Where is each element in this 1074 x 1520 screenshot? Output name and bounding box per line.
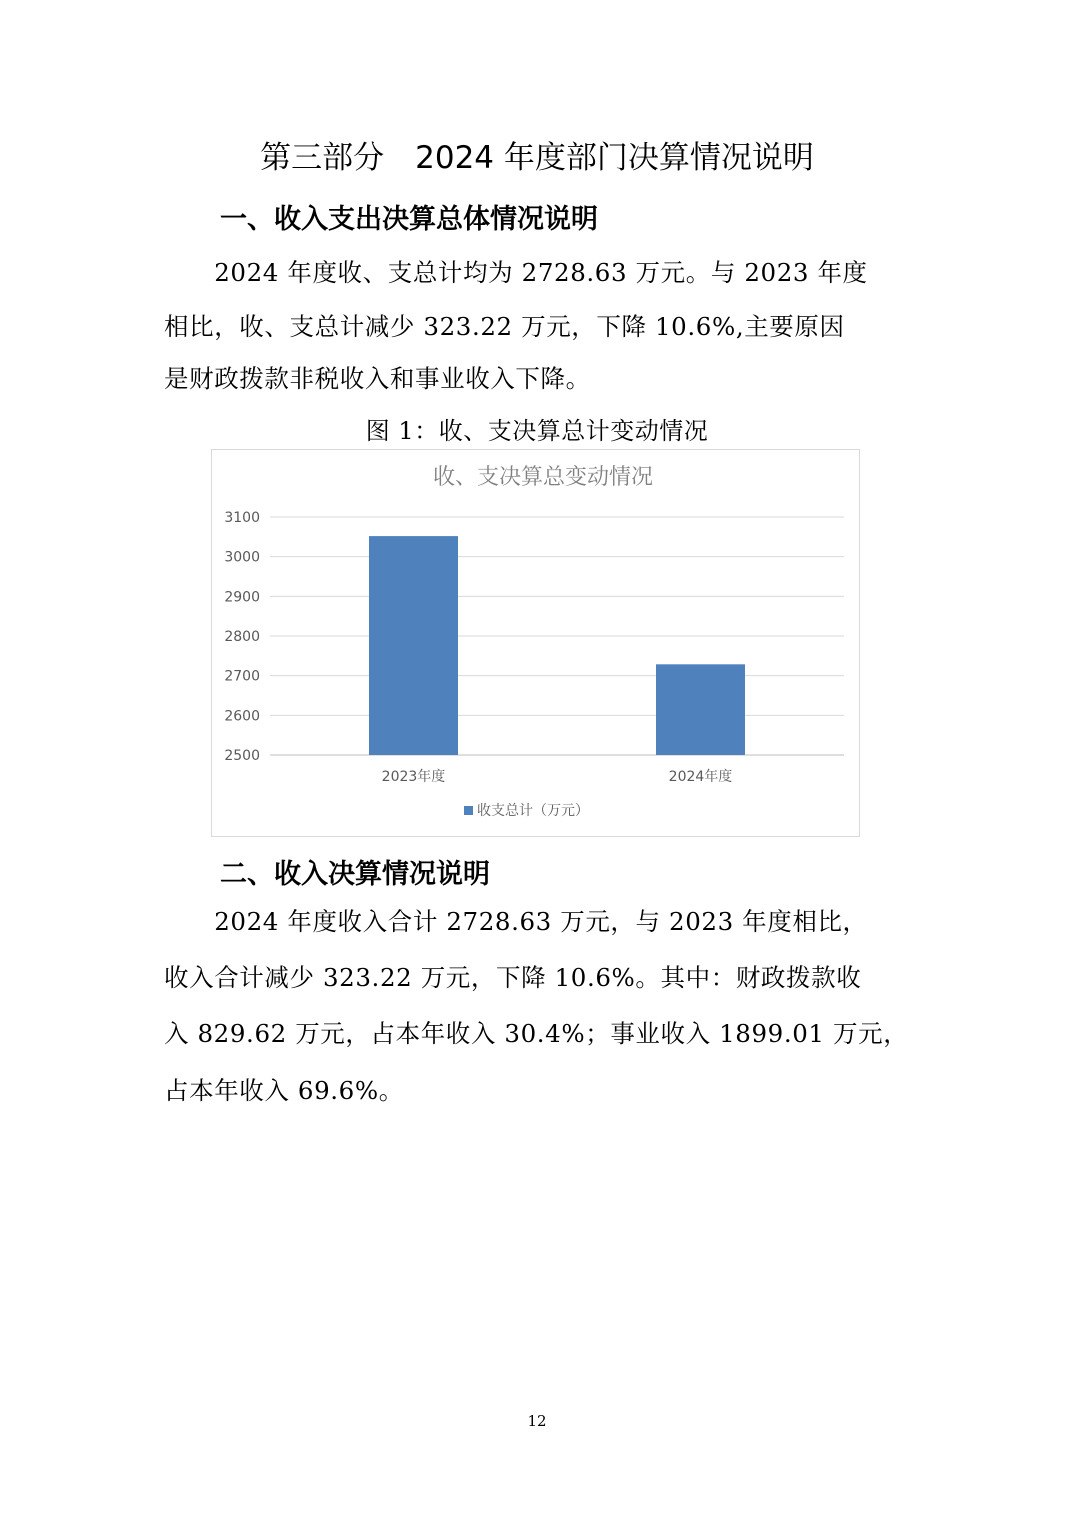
y-tick-label: 2700 (224, 668, 260, 685)
y-tick-label: 3000 (224, 549, 260, 566)
bar (656, 664, 745, 755)
y-tick-label: 2500 (224, 748, 260, 764)
paragraph-line: 2024 年度收入合计 2728.63 万元，与 2023 年度相比， (164, 907, 868, 936)
bar (369, 536, 458, 755)
paragraph-line: 收入合计减少 323.22 万元，下降 10.6%。其中：财政拨款收 (164, 963, 862, 992)
legend-swatch (464, 806, 473, 815)
y-tick-label: 2900 (224, 589, 260, 606)
legend-label: 收支总计（万元） (477, 803, 589, 819)
chart-title: 收、支决算总变动情况 (432, 465, 654, 490)
y-tick-label: 3100 (224, 510, 260, 526)
figure-caption: 图 1：收、支决算总计变动情况 (365, 417, 709, 445)
page-title: 第三部分 2024 年度部门决算情况说明 (260, 140, 814, 176)
chart-canvas (212, 450, 859, 836)
paragraph-line: 相比，收、支总计减少 323.22 万元，下降 10.6%,主要原因 (164, 312, 845, 341)
section-heading-income-expense: 一、收入支出决算总体情况说明 (220, 204, 598, 235)
paragraph-line: 2024 年度收、支总计均为 2728.63 万元。与 2023 年度 (164, 258, 868, 287)
bar-chart (211, 449, 860, 837)
x-tick-label: 2024年度 (668, 769, 733, 785)
section-heading-income: 二、收入决算情况说明 (220, 859, 490, 890)
x-tick-label: 2023年度 (381, 769, 446, 785)
paragraph-line: 占本年收入 69.6%。 (164, 1076, 404, 1105)
page-number: 12 (527, 1412, 547, 1430)
paragraph-line: 是财政拨款非税收入和事业收入下降。 (164, 364, 591, 393)
paragraph-line: 入 829.62 万元，占本年收入 30.4%；事业收入 1899.01 万元， (164, 1019, 909, 1048)
y-tick-label: 2800 (224, 629, 260, 645)
y-tick-label: 2600 (224, 708, 260, 725)
